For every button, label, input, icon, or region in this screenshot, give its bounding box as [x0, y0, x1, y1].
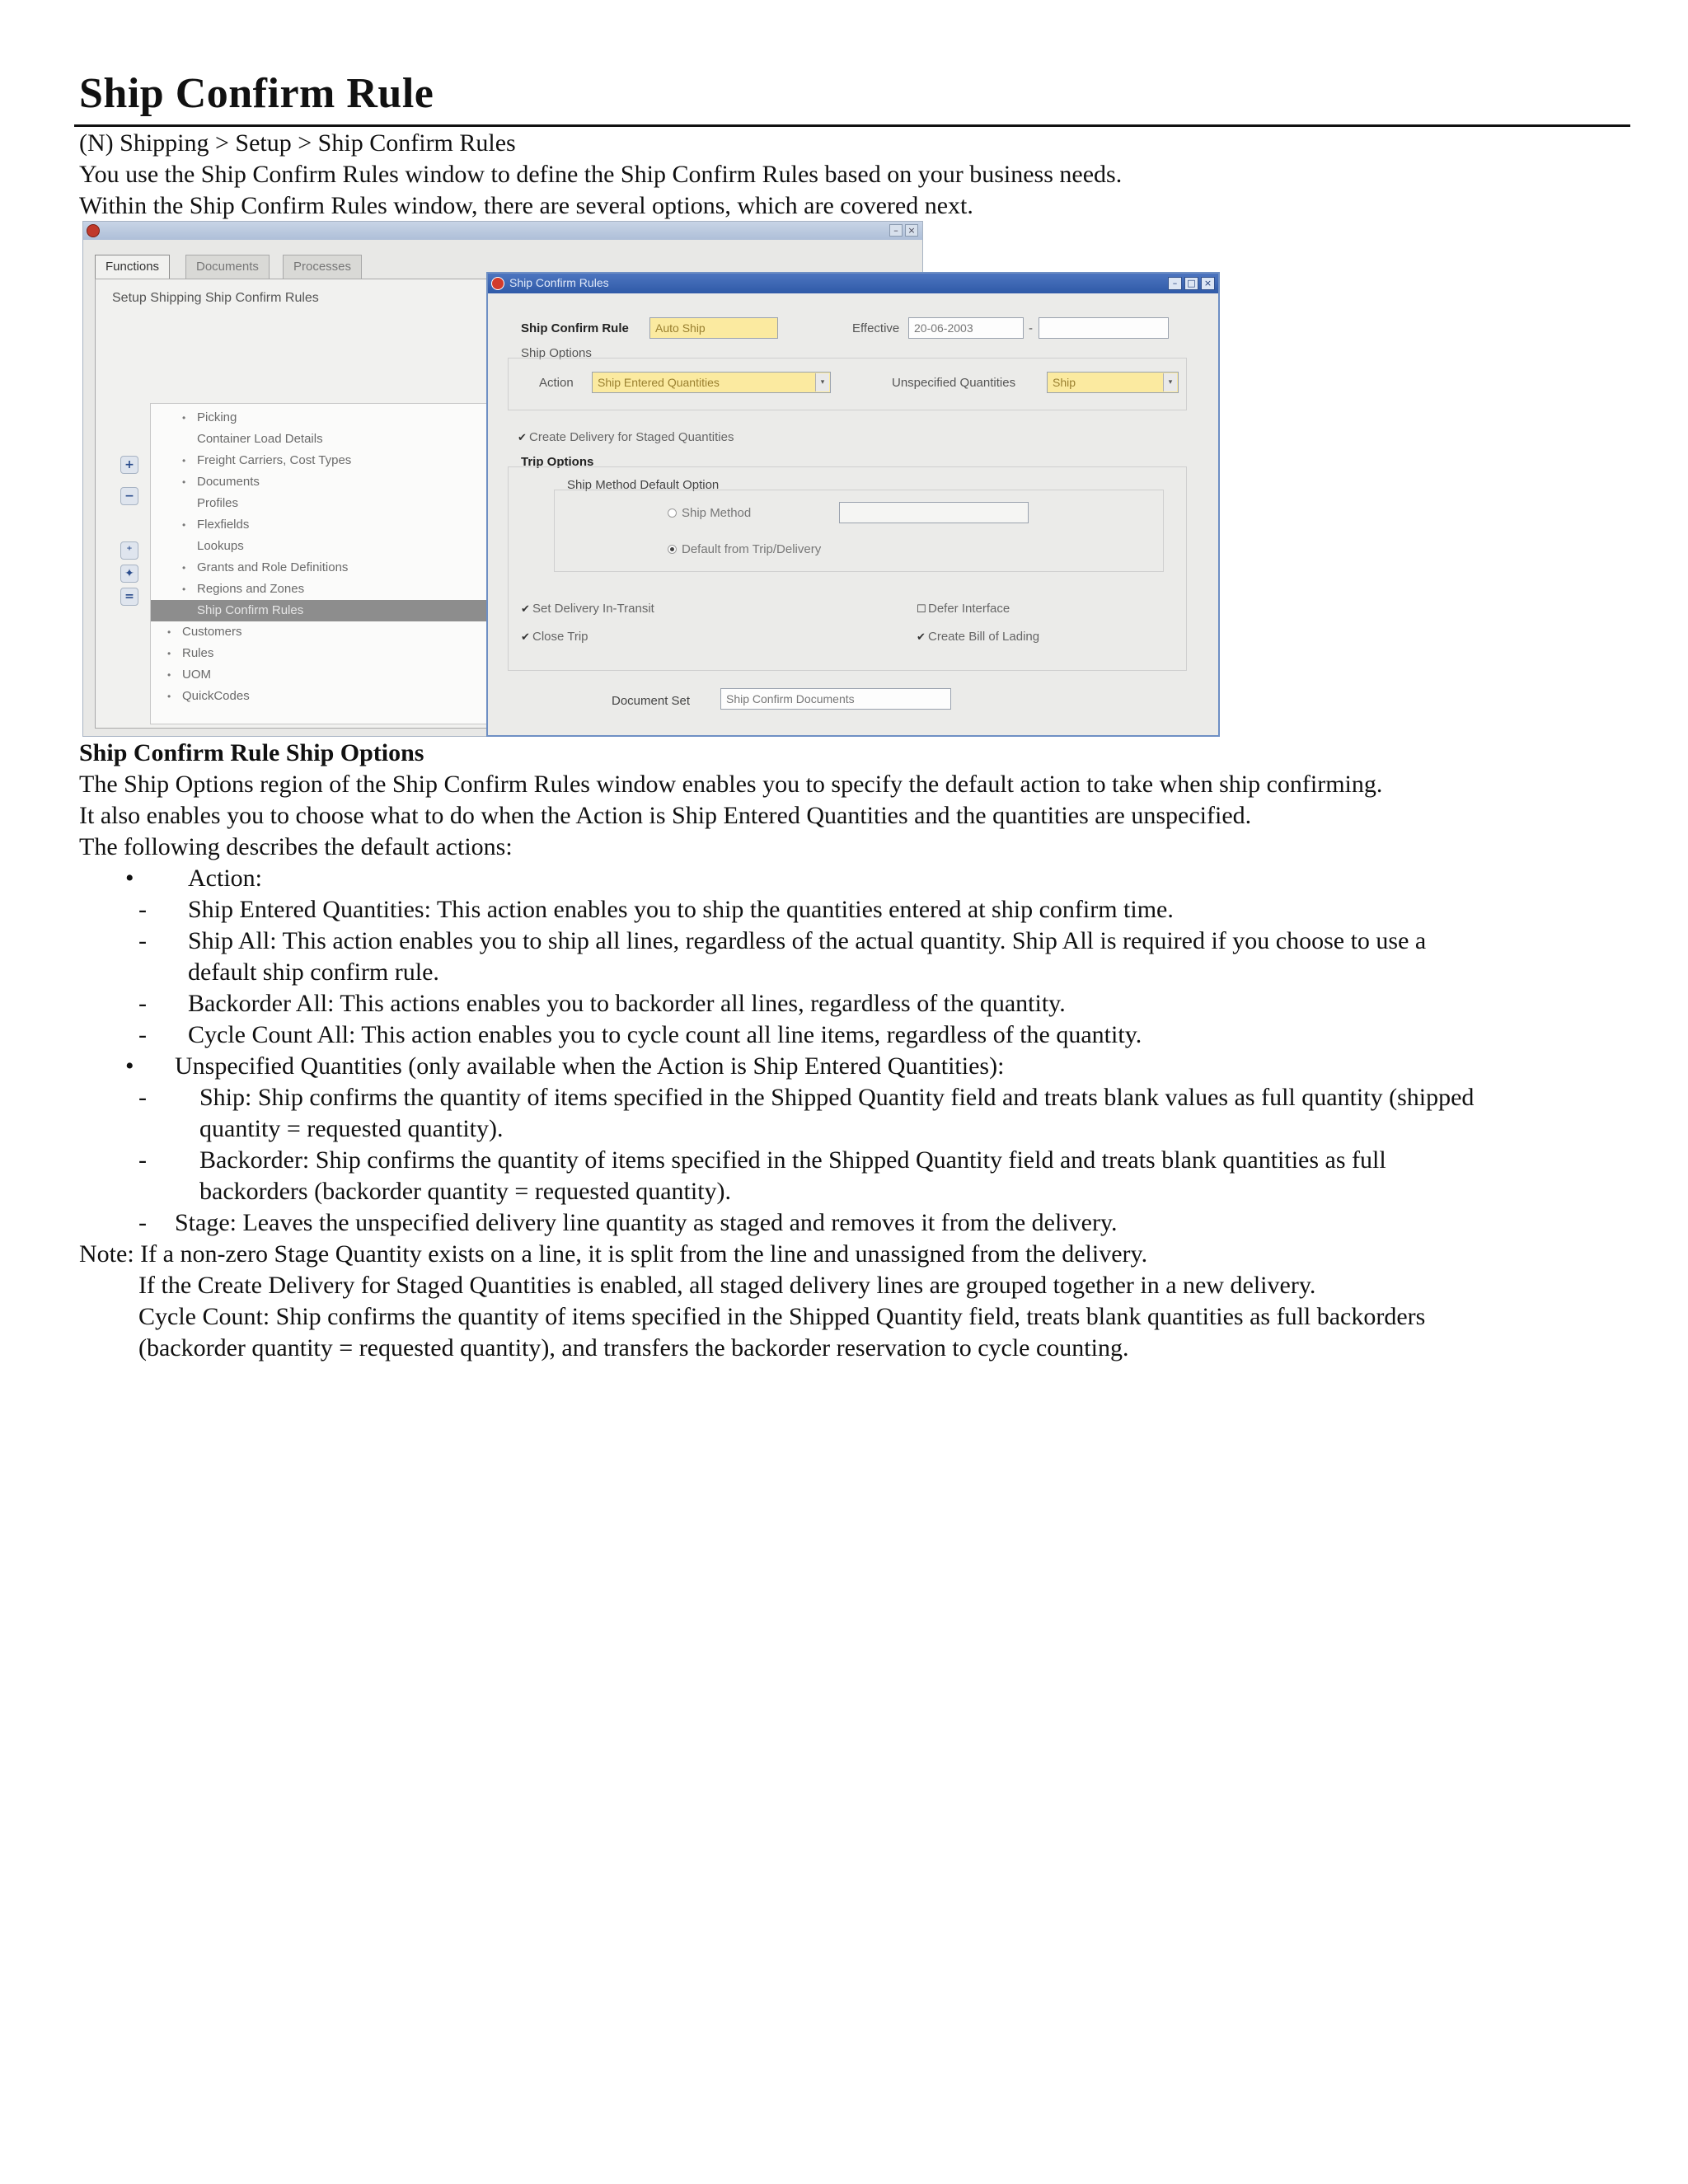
oracle-logo-icon [87, 224, 100, 237]
set-in-transit-checkbox[interactable]: ✔ Set Delivery In-Transit [521, 602, 654, 616]
unspecified-label: Unspecified Quantities [892, 376, 1016, 390]
effective-from-input[interactable]: 20-06-2003 [908, 317, 1024, 339]
tree-item[interactable]: • Grants and Role Definitions [182, 560, 349, 574]
action-select[interactable]: Ship Entered Quantities ▾ [592, 372, 831, 393]
intro-line-1: You use the Ship Confirm Rules window to define the Ship Confirm Rules based on your business needs. [79, 161, 1123, 188]
tree-item-selected[interactable]: Ship Confirm Rules [151, 600, 553, 621]
expand-icon[interactable]: + [120, 456, 138, 474]
tree-item[interactable]: • Customers [167, 625, 242, 639]
action-item: Ship Entered Quantities: This action enables you to ship the quantities entered at ship confirm time. [188, 896, 1174, 923]
navigator-titlebar [83, 222, 922, 240]
ship-method-default-label: Ship Method Default Option [567, 478, 720, 492]
tab-functions[interactable]: Functions [95, 255, 170, 279]
bullet-glyph: • [125, 865, 134, 892]
create-delivery-checkbox[interactable]: ✔ Create Delivery for Staged Quantities [518, 430, 734, 444]
screenshot-figure [82, 221, 1220, 737]
tree-item[interactable]: • QuickCodes [167, 689, 250, 703]
paragraph-3: The following describes the default actions: [79, 833, 513, 860]
note-line: (backorder quantity = requested quantity), and transfers the backorder reservation to cycle counting. [138, 1334, 1129, 1361]
page-title: Ship Confirm Rule [79, 70, 434, 117]
dash-glyph: - [138, 896, 147, 923]
unspecified-item: Backorder: Ship confirms the quantity of items specified in the Shipped Quantity field and treats blank quantities as full [199, 1146, 1386, 1174]
tree-item[interactable]: • Picking [182, 410, 237, 424]
ship-method-input[interactable] [839, 502, 1029, 523]
dash-glyph: - [138, 1209, 147, 1236]
effective-to-input[interactable] [1039, 317, 1169, 339]
dropdown-arrow-icon[interactable]: ▾ [815, 373, 829, 391]
rules-window-title: Ship Confirm Rules [509, 276, 609, 289]
check-icon: ✔ [521, 603, 530, 616]
default-trip-delivery-radio[interactable]: Default from Trip/Delivery [668, 542, 821, 556]
tree-item[interactable]: • UOM [167, 668, 211, 682]
create-bol-checkbox[interactable]: ✔ Create Bill of Lading [917, 630, 1040, 644]
effective-label: Effective [852, 321, 900, 335]
unspecified-item-continued: quantity = requested quantity). [199, 1115, 504, 1142]
tree-item[interactable]: • Flexfields [182, 518, 250, 532]
tab-documents[interactable]: Documents [185, 255, 270, 279]
unspecified-item-continued: backorders (backorder quantity = requested quantity). [199, 1178, 732, 1205]
tree-item[interactable]: Profiles [197, 496, 239, 510]
trip-options-label: Trip Options [521, 455, 594, 469]
maximize-icon[interactable]: □ [1184, 277, 1198, 290]
title-underline [74, 124, 1630, 127]
radio-icon [668, 509, 677, 518]
unspecified-bullet: Unspecified Quantities (only available when the Action is Ship Entered Quantities): [175, 1052, 1005, 1080]
oracle-logo-icon [491, 277, 504, 290]
nav-path: (N) Shipping > Setup > Ship Confirm Rules [79, 129, 516, 157]
check-icon: ✔ [917, 631, 926, 644]
defer-interface-checkbox[interactable]: ☐ Defer Interface [917, 602, 1010, 616]
rules-titlebar [488, 274, 1218, 293]
check-icon: ✔ [518, 432, 527, 444]
rule-name-input[interactable]: Auto Ship [649, 317, 778, 339]
close-trip-checkbox[interactable]: ✔ Close Trip [521, 630, 588, 644]
tree-item[interactable]: • Regions and Zones [182, 582, 305, 596]
document-set-input[interactable]: Ship Confirm Documents [720, 688, 951, 710]
intro-line-2: Within the Ship Confirm Rules window, there are several options, which are covered next. [79, 192, 973, 219]
unspecified-item: Stage: Leaves the unspecified delivery line quantity as staged and removes it from the delivery. [175, 1209, 1118, 1236]
action-bullet: Action: [188, 865, 262, 892]
rule-label: Ship Confirm Rule [521, 321, 629, 335]
close-icon[interactable]: × [905, 224, 918, 237]
tree-item[interactable]: • Freight Carriers, Cost Types [182, 453, 352, 467]
collapse-all-icon[interactable]: = [120, 588, 138, 606]
ship-method-radio[interactable]: Ship Method [668, 506, 751, 520]
dash-glyph: - [138, 927, 147, 954]
tree-item[interactable]: • Rules [167, 646, 214, 660]
document-set-label: Document Set [612, 694, 691, 708]
dash-glyph: - [138, 1021, 147, 1048]
paragraph-1: The Ship Options region of the Ship Confirm Rules window enables you to specify the default action to take when ship confirming. [79, 771, 1383, 798]
note-line: Cycle Count: Ship confirms the quantity of items specified in the Shipped Quantity field, treats blank quantities as full backorders [138, 1303, 1426, 1330]
unchecked-box-icon: ☐ [917, 603, 926, 616]
unspecified-item: Ship: Ship confirms the quantity of items specified in the Shipped Quantity field and treats blank values as full quantity (shipped [199, 1084, 1475, 1111]
ship-options-label: Ship Options [521, 346, 592, 360]
tree-item[interactable]: • Documents [182, 475, 260, 489]
action-item: Backorder All: This actions enables you to backorder all lines, regardless of the quantity. [188, 990, 1066, 1017]
bullet-glyph: • [125, 1052, 134, 1080]
note-line: If the Create Delivery for Staged Quantities is enabled, all staged delivery lines are grouped together in a new delivery. [138, 1272, 1316, 1299]
check-icon: ✔ [521, 631, 530, 644]
dash-glyph: - [138, 990, 147, 1017]
minimize-icon[interactable]: – [889, 224, 903, 237]
unspecified-select[interactable]: Ship ▾ [1047, 372, 1179, 393]
note-line: Note: If a non-zero Stage Quantity exists on a line, it is split from the line and unassigned from the delivery. [79, 1240, 1148, 1268]
panel-path-label: Setup Shipping Ship Confirm Rules [112, 291, 319, 305]
action-item: Cycle Count All: This action enables you to cycle count all line items, regardless of the quantity. [188, 1021, 1142, 1048]
minimize-icon[interactable]: – [1168, 277, 1182, 290]
tree-item[interactable]: Lookups [197, 539, 244, 553]
expand-branch-icon[interactable]: ⁺ [120, 541, 138, 560]
tree-item[interactable]: Container Load Details [197, 432, 323, 446]
close-icon[interactable]: × [1201, 277, 1215, 290]
dropdown-arrow-icon[interactable]: ▾ [1163, 373, 1177, 391]
paragraph-2: It also enables you to choose what to do when the Action is Ship Entered Quantities and the quantities are unspecified. [79, 802, 1252, 829]
action-label: Action [539, 376, 574, 390]
tab-processes[interactable]: Processes [283, 255, 362, 279]
collapse-icon[interactable]: − [120, 487, 138, 505]
dash-glyph: - [138, 1146, 147, 1174]
ship-confirm-rules-window [486, 272, 1220, 737]
section-heading: Ship Confirm Rule Ship Options [79, 739, 424, 766]
expand-all-icon[interactable]: ✦ [120, 565, 138, 583]
action-item: Ship All: This action enables you to ship all lines, regardless of the actual quantity. Ship All is required if you choose to use a [188, 927, 1427, 954]
date-separator: - [1029, 321, 1033, 335]
radio-selected-icon [668, 545, 677, 554]
action-item-continued: default ship confirm rule. [188, 958, 439, 986]
dash-glyph: - [138, 1084, 147, 1111]
